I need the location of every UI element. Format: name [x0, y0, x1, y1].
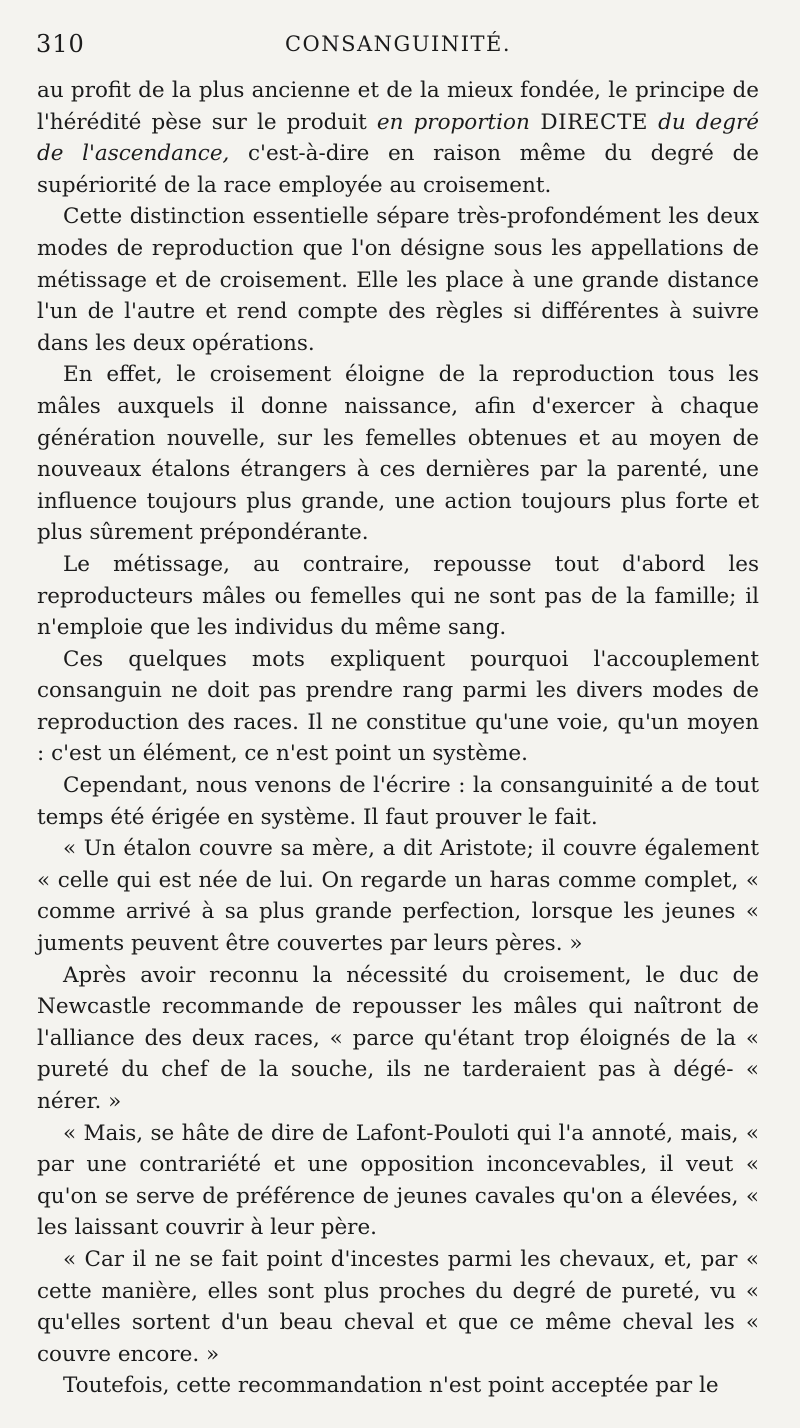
paragraph-1-smallcaps-directe: DIRECTE — [529, 109, 648, 135]
paragraph-5: Ces quelques mots expliquent pourquoi l'accouplement consanguin ne doit pas prendre rang parmi les divers modes de reproduction des races. Il ne constitue qu'une voie, qu'un moyen : c'est un élément, ce n'est point un système. — [37, 646, 759, 767]
page-header — [36, 30, 760, 64]
paragraph-9-quote-lafont: « Mais, se hâte de dire de Lafont-Pouloti qui l'a annoté, mais, « par une contrariété et une opposition inconcevables, il veut « qu'on se serve de préférence de jeunes cavales qu'on a élevées, « les laissant couvrir à leur père. — [37, 1120, 759, 1241]
body-text — [37, 75, 759, 1402]
page-number: 310 — [36, 30, 85, 58]
paragraph-2: Cette distinction essentielle sépare très-profondément les deux modes de reproduction que l'on désigne sous les appellations de métissage et de croisement. Elle les place à une grande distance l'un de l'autre et rend compte des règles si différentes à suivre dans les deux opérations. — [37, 204, 759, 356]
paragraph-1-part-a: au profit de la plus ancienne et de la mieux fondée, le principe de l'hérédité pèse sur le produit — [37, 78, 759, 135]
paragraph-1-part-e: c'est-à-dire en raison même du degré de supériorité de la race employée au croisement. — [37, 141, 759, 198]
paragraph-1-italic-proportion: en proportion — [376, 109, 530, 135]
paragraph-4: Le métissage, au contraire, repousse tout d'abord les reproducteurs mâles ou femelles qui ne sont pas de la famille; il n'emploie que les individus du même sang. — [37, 551, 759, 641]
paragraph-6: Cependant, nous venons de l'écrire : la consanguinité a de tout temps été érigée en système. Il faut prouver le fait. — [37, 773, 759, 830]
running-title: CONSANGUINITÉ. — [284, 32, 512, 56]
paragraph-3: En effet, le croisement éloigne de la reproduction tous les mâles auxquels il donne naissance, afin d'exercer à chaque génération nouvelle, sur les femelles obtenues et au moyen de nouveaux étalons étrangers à ces dernières par la parenté, une influence toujours plus grande, une action toujours plus forte et plus sûrement prépondérante. — [37, 362, 759, 546]
paragraph-7-quote-aristote: « Un étalon couvre sa mère, a dit Aristote; il couvre également « celle qui est née de lui. On regarde un haras comme complet, « comme arrivé à sa plus grande perfection, lorsque les jeunes « juments peuvent être couvertes par leurs pères. » — [37, 836, 759, 957]
paragraph-1-italic-degre: du degré de l'ascendance, — [37, 109, 760, 167]
paragraph-10-quote: « Car il ne se fait point d'incestes parmi les chevaux, et, par « cette manière, elles sont plus proches du degré de pureté, vu « qu'elles sortent d'un beau cheval et que ce même cheval les « couvre encore. » — [37, 1246, 759, 1367]
paragraph-11: Toutefois, cette recommandation n'est point acceptée par le — [63, 1373, 719, 1399]
paragraph-8: Après avoir reconnu la nécessité du croisement, le duc de Newcastle recommande de repousser les mâles qui naîtront de l'alliance des deux races, « parce qu'étant trop éloignés de la « pureté du chef de la souche, ils ne tarderaient pas à dégé- « nérer. » — [37, 962, 759, 1114]
paragraph-1 — [37, 75, 759, 201]
